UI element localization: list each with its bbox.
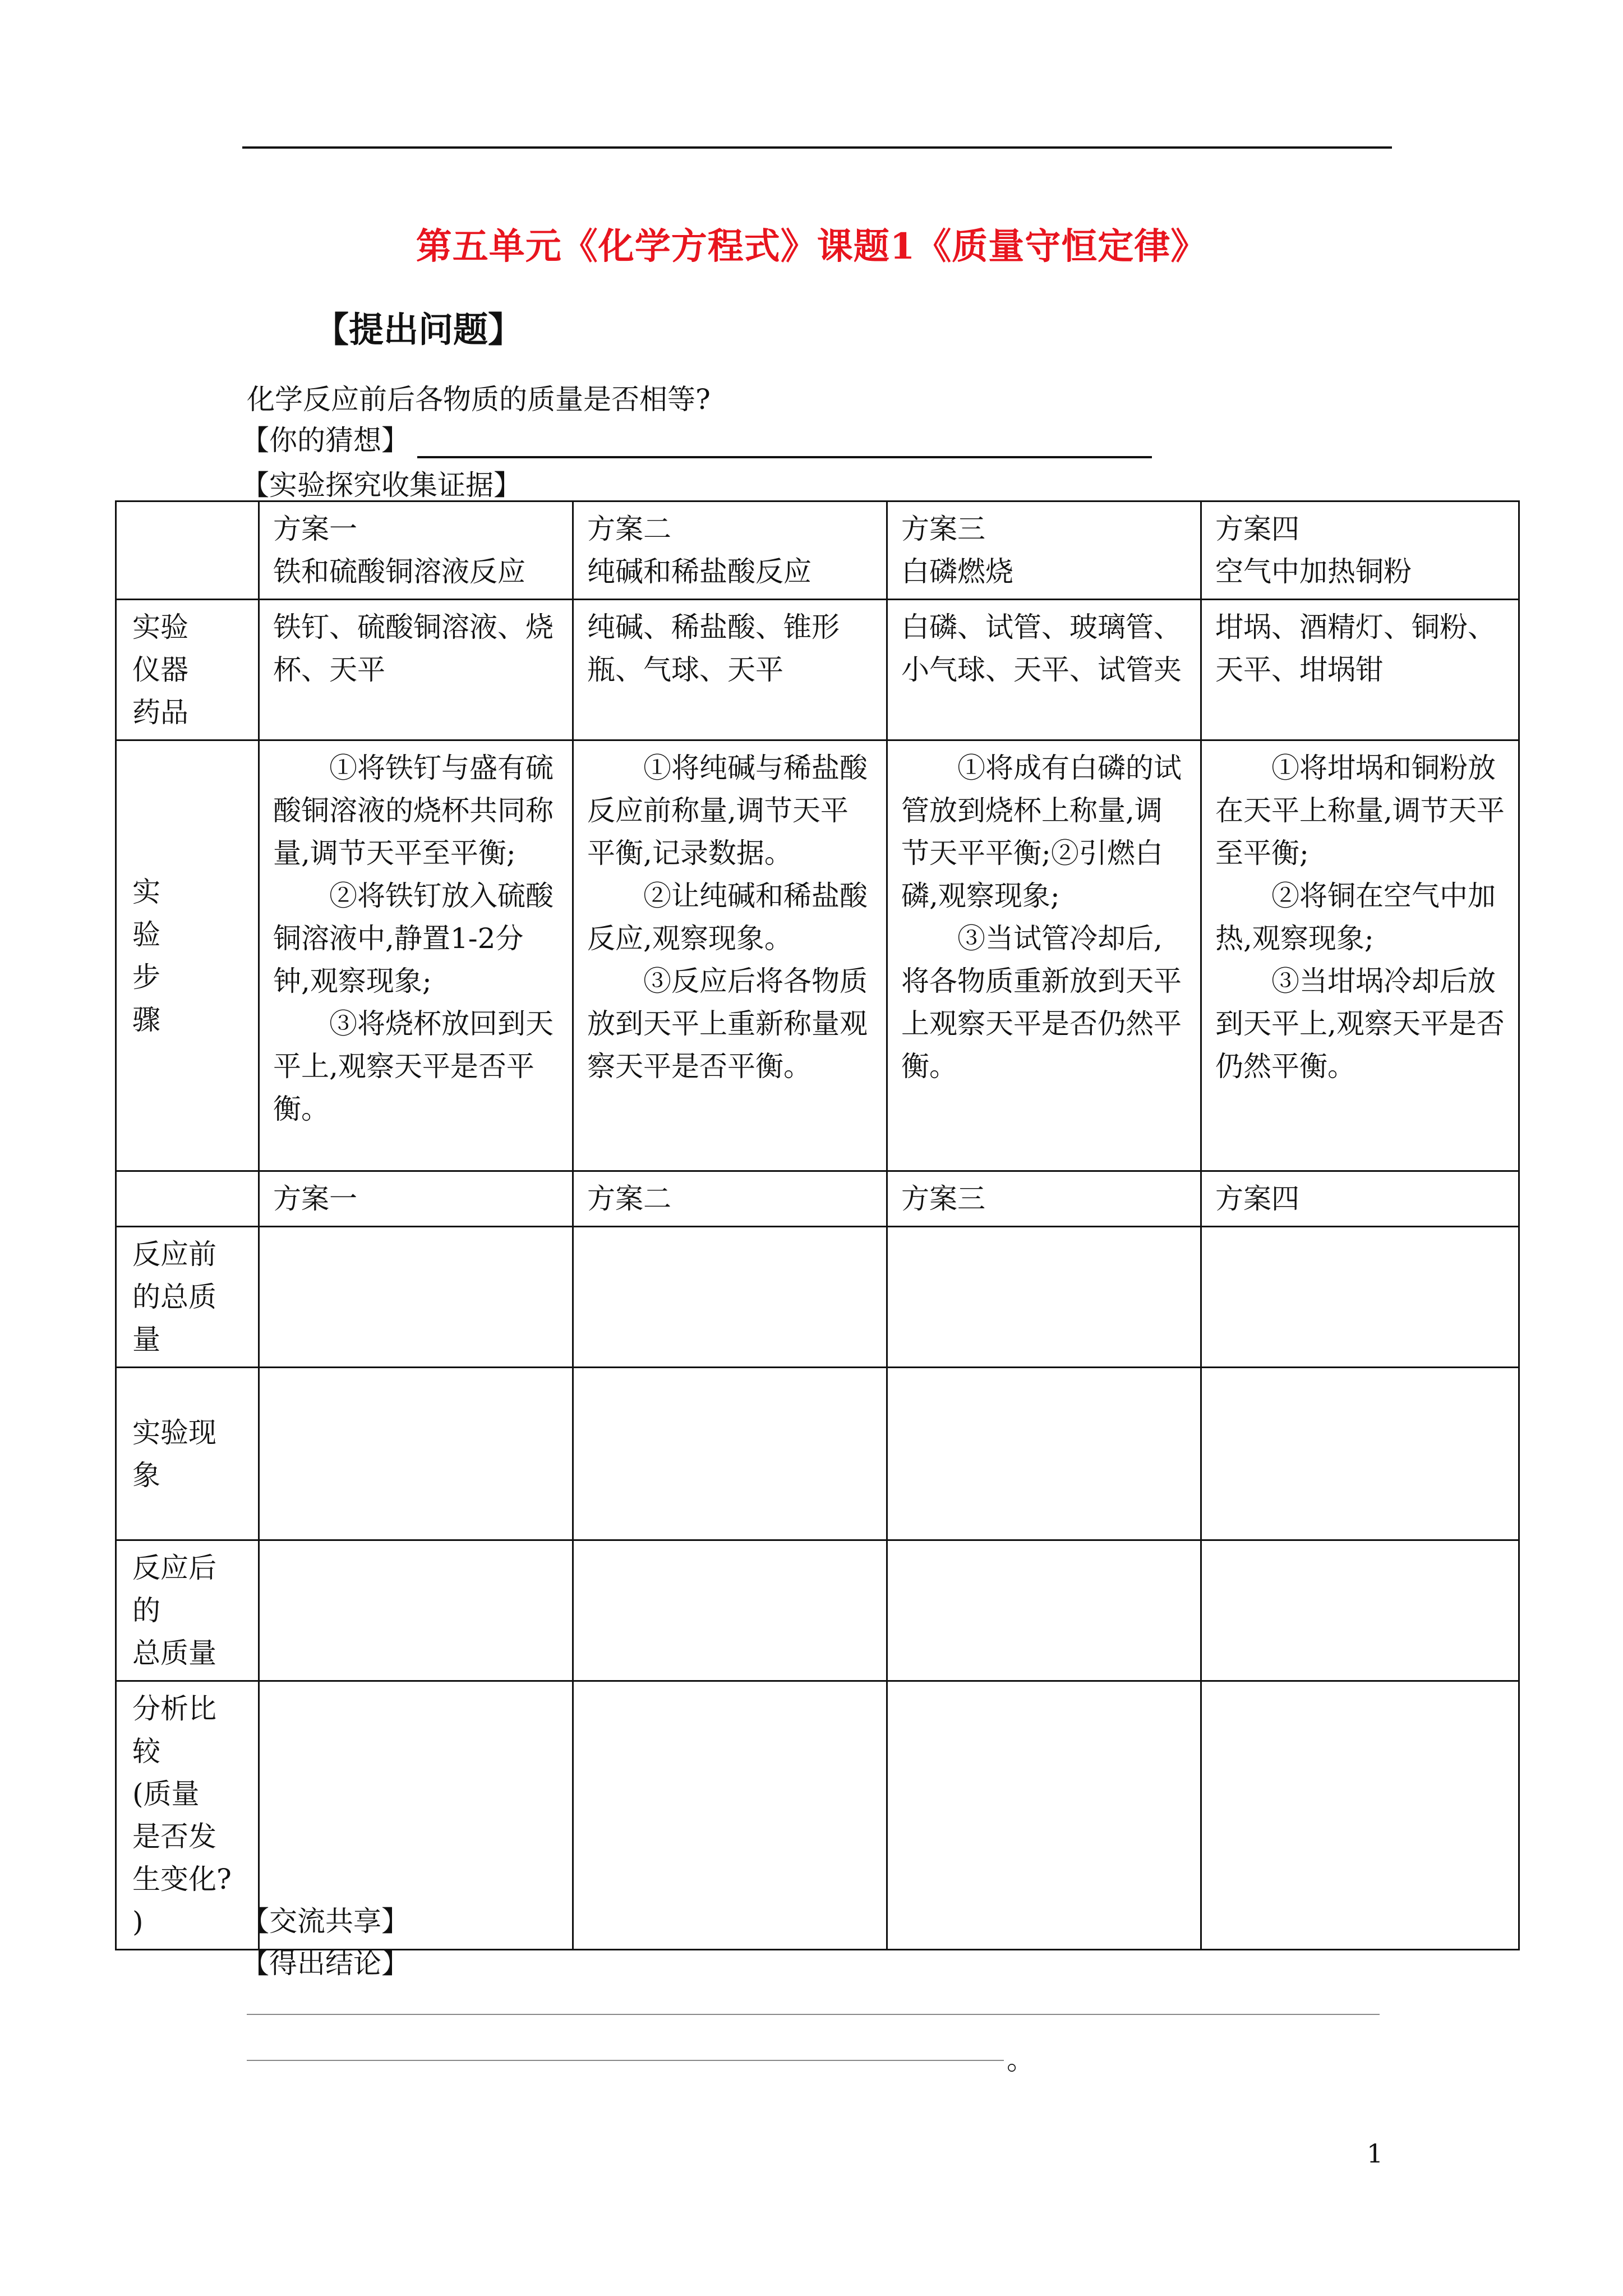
plan-header: 方案三 白磷燃烧: [887, 501, 1201, 600]
page-title: 第五单元《化学方程式》课题1《质量守恒定律》: [416, 226, 1207, 268]
header-rule: [242, 146, 1392, 149]
materials-cell: 白磷、试管、玻璃管、小气球、天平、试管夹: [887, 600, 1201, 740]
phenomenon-row: [116, 1368, 1519, 1540]
steps-cell: ①将铁钉与盛有硫酸铜溶液的烧杯共同称量,调节天平至平衡; ②将铁钉放入硫酸铜溶液中,静置1-2分钟,观察现象; ③将烧杯放回到天平上,观察天平是否平衡。: [259, 740, 573, 1171]
section-share: 【交流共享】: [241, 1905, 409, 1938]
question-text: 化学反应前后各物质的质量是否相等?: [247, 383, 711, 416]
corner-cell: [116, 501, 259, 600]
steps-cell: ①将纯碱与稀盐酸反应前称量,调节天平平衡,记录数据。 ②让纯碱和稀盐酸反应,观察现象。 ③反应后将各物质放到天平上重新称量观察天平是否平衡。: [573, 740, 887, 1171]
answer-line[interactable]: [247, 2060, 1004, 2061]
plan-name: 方案三: [887, 1171, 1201, 1227]
answer-cell[interactable]: [1201, 1540, 1519, 1681]
answer-cell[interactable]: [887, 1227, 1201, 1368]
materials-cell: 铁钉、硫酸铜溶液、烧杯、天平: [259, 600, 573, 740]
page-number: 1: [1367, 2138, 1384, 2169]
section-ask: 【提出问题】: [314, 309, 523, 350]
guess-line: [241, 418, 1152, 458]
steps-row: [116, 740, 1519, 1171]
plan-name: 方案四: [1201, 1171, 1519, 1227]
answer-line[interactable]: [247, 2014, 1380, 2015]
experiment-table: [115, 500, 1520, 1950]
answer-cell[interactable]: [887, 1540, 1201, 1681]
answer-cell[interactable]: [887, 1681, 1201, 1950]
materials-cell: 坩埚、酒精灯、铜粉、天平、坩埚钳: [1201, 600, 1519, 740]
materials-cell: 纯碱、稀盐酸、锥形瓶、气球、天平: [573, 600, 887, 740]
plan-name-row: [116, 1171, 1519, 1227]
row-label-analysis: 分析比 较 (质量 是否发 生变化? ): [116, 1681, 259, 1950]
answer-cell[interactable]: [887, 1368, 1201, 1540]
row-label-materials: 实验 仪器 药品: [116, 600, 259, 740]
row-label-after: 反应后 的 总质量: [116, 1540, 259, 1681]
answer-cell[interactable]: [259, 1540, 573, 1681]
plan-name: 方案一: [259, 1171, 573, 1227]
section-experiment: 【实验探究收集证据】: [241, 469, 522, 501]
answer-cell[interactable]: [1201, 1368, 1519, 1540]
steps-cell: ①将坩埚和铜粉放在天平上称量,调节天平至平衡; ②将铜在空气中加热,观察现象; ③当坩埚冷却后放到天平上,观察天平是否仍然平衡。: [1201, 740, 1519, 1171]
answer-cell[interactable]: [1201, 1227, 1519, 1368]
plan-header: 方案二 纯碱和稀盐酸反应: [573, 501, 887, 600]
empty-cell: [116, 1171, 259, 1227]
after-mass-row: [116, 1540, 1519, 1681]
closing-period: 。: [1007, 2044, 1035, 2076]
answer-cell[interactable]: [573, 1368, 887, 1540]
plan-header: 方案四 空气中加热铜粉: [1201, 501, 1519, 600]
before-mass-row: [116, 1227, 1519, 1368]
answer-cell[interactable]: [259, 1368, 573, 1540]
guess-blank[interactable]: [417, 427, 1152, 458]
answer-cell[interactable]: [1201, 1681, 1519, 1950]
guess-label: 【你的猜想】: [241, 424, 409, 457]
plan-header-row: [116, 501, 1519, 600]
answer-cell[interactable]: [259, 1227, 573, 1368]
row-label-phenomenon: 实验现 象: [116, 1368, 259, 1540]
steps-cell: ①将成有白磷的试管放到烧杯上称量,调节天平平衡;②引燃白磷,观察现象; ③当试管冷却后,将各物质重新放到天平上观察天平是否仍然平衡。: [887, 740, 1201, 1171]
row-label-steps: 实 验 步 骤: [116, 740, 259, 1171]
answer-cell[interactable]: [573, 1227, 887, 1368]
answer-cell[interactable]: [573, 1540, 887, 1681]
answer-cell[interactable]: [573, 1681, 887, 1950]
materials-row: [116, 600, 1519, 740]
plan-name: 方案二: [573, 1171, 887, 1227]
row-label-before: 反应前 的总质 量: [116, 1227, 259, 1368]
section-conclusion: 【得出结论】: [241, 1947, 409, 1980]
plan-header: 方案一 铁和硫酸铜溶液反应: [259, 501, 573, 600]
